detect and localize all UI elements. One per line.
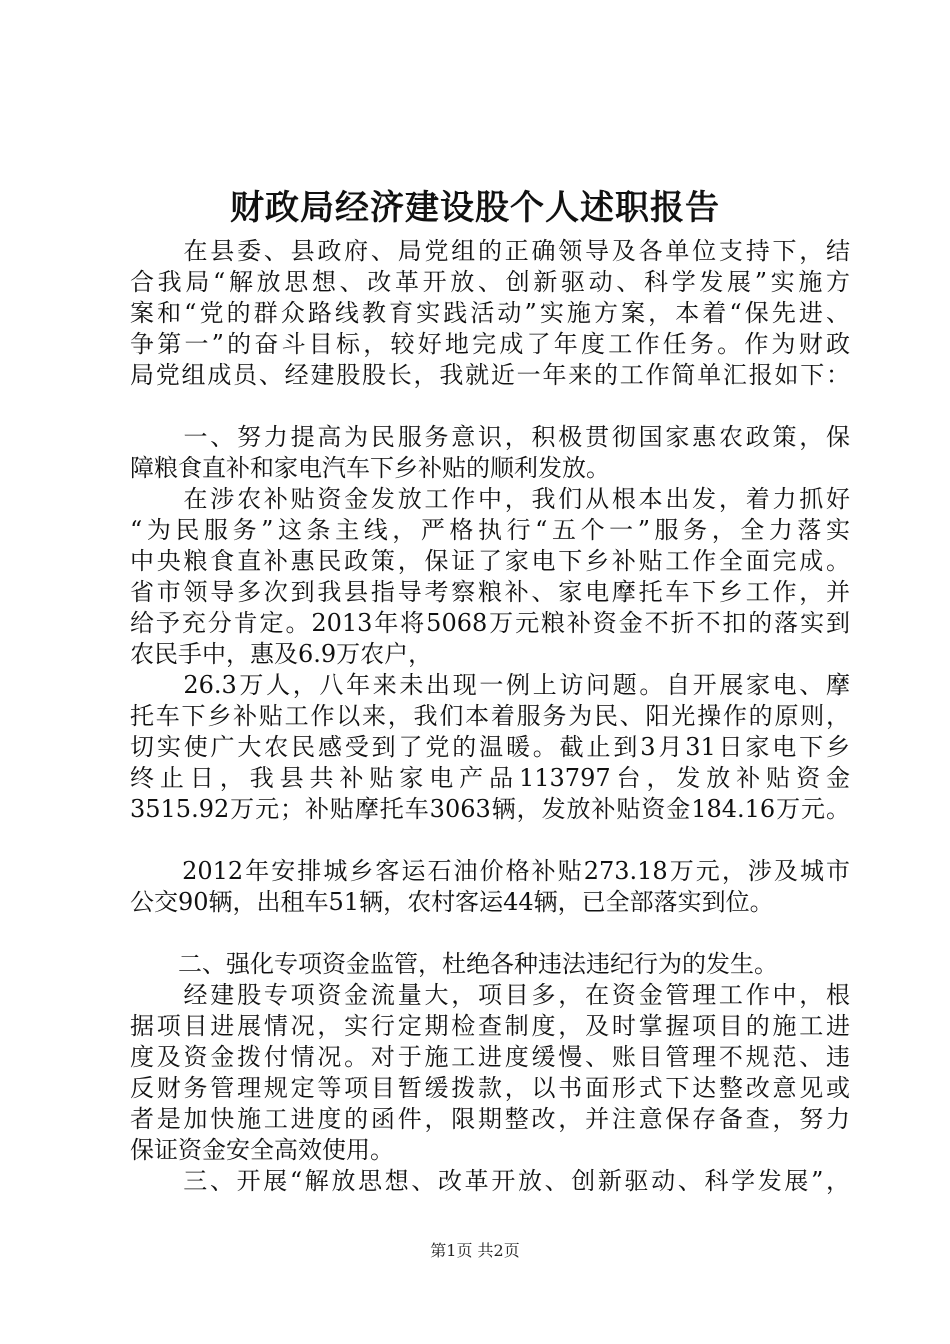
document-title: 财政局经济建设股个人述职报告: [230, 188, 720, 228]
paragraph-line: 局党组成员、经建股股长，我就近一年来的工作简单汇报如下：: [130, 361, 850, 389]
paragraph-line: 26.3万人，八年来未出现一例上访问题。自开展家电、摩: [130, 671, 850, 699]
paragraph-line: 农民手中，惠及6.9万农户，: [130, 640, 433, 668]
paragraph-line: 托车下乡补贴工作以来，我们本着服务为民、阳光操作的原则，: [130, 702, 850, 730]
paragraph-line: 省市领导多次到我县指导考察粮补、家电摩托车下乡工作，并: [130, 578, 850, 606]
paragraph-line: 在涉农补贴资金发放工作中，我们从根本出发，着力抓好: [130, 485, 850, 513]
paragraph-line: 公交90辆，出租车51辆，农村客运44辆，已全部落实到位。: [130, 888, 774, 916]
paragraph-line: 2012年安排城乡客运石油价格补贴273.18万元，涉及城市: [130, 857, 850, 885]
paragraph-line: 据项目进展情况，实行定期检查制度，及时掌握项目的施工进: [130, 1012, 850, 1040]
paragraph-line: 合我局“解放思想、改革开放、创新驱动、科学发展”实施方: [130, 268, 850, 296]
section-heading-line: 三、开展“解放思想、改革开放、创新驱动、科学发展”，: [130, 1167, 850, 1195]
paragraph-line: 争第一”的奋斗目标，较好地完成了年度工作任务。作为财政: [130, 330, 850, 358]
paragraph-line: 终止日，我县共补贴家电产品113797台，发放补贴资金: [130, 764, 850, 792]
paragraph-line: 给予充分肯定。2013年将5068万元粮补资金不折不扣的落实到: [130, 609, 850, 637]
paragraph-line: “为民服务”这条主线，严格执行“五个一”服务，全力落实: [130, 516, 850, 544]
paragraph-line: 度及资金拨付情况。对于施工进度缓慢、账目管理不规范、违: [130, 1043, 850, 1071]
page-footer: 第1页 共2页: [430, 1241, 520, 1260]
section-heading-line: 二、强化专项资金监管，杜绝各种违法违纪行为的发生。: [130, 950, 778, 978]
paragraph-line: 者是加快施工进度的函件，限期整改，并注意保存备查，努力: [130, 1105, 850, 1133]
paragraph-line: 案和“党的群众路线教育实践活动”实施方案，本着“保先进、: [130, 299, 850, 327]
section-heading-line: 一、努力提高为民服务意识，积极贯彻国家惠农政策，保: [130, 423, 850, 451]
paragraph-line: 中央粮食直补惠民政策，保证了家电下乡补贴工作全面完成。: [130, 547, 850, 575]
section-heading-line: 障粮食直补和家电汽车下乡补贴的顺利发放。: [130, 454, 610, 482]
paragraph-line: 保证资金安全高效使用。: [130, 1136, 394, 1164]
paragraph-line: 在县委、县政府、局党组的正确领导及各单位支持下，结: [130, 237, 850, 265]
paragraph-line: 经建股专项资金流量大，项目多，在资金管理工作中，根: [130, 981, 850, 1009]
paragraph-line: 反财务管理规定等项目暂缓拨款，以书面形式下达整改意见或: [130, 1074, 850, 1102]
paragraph-line: 3515.92万元；补贴摩托车3063辆，发放补贴资金184.16万元。: [130, 795, 850, 823]
paragraph-line: 切实使广大农民感受到了党的温暖。截止到3月31日家电下乡: [130, 733, 850, 761]
